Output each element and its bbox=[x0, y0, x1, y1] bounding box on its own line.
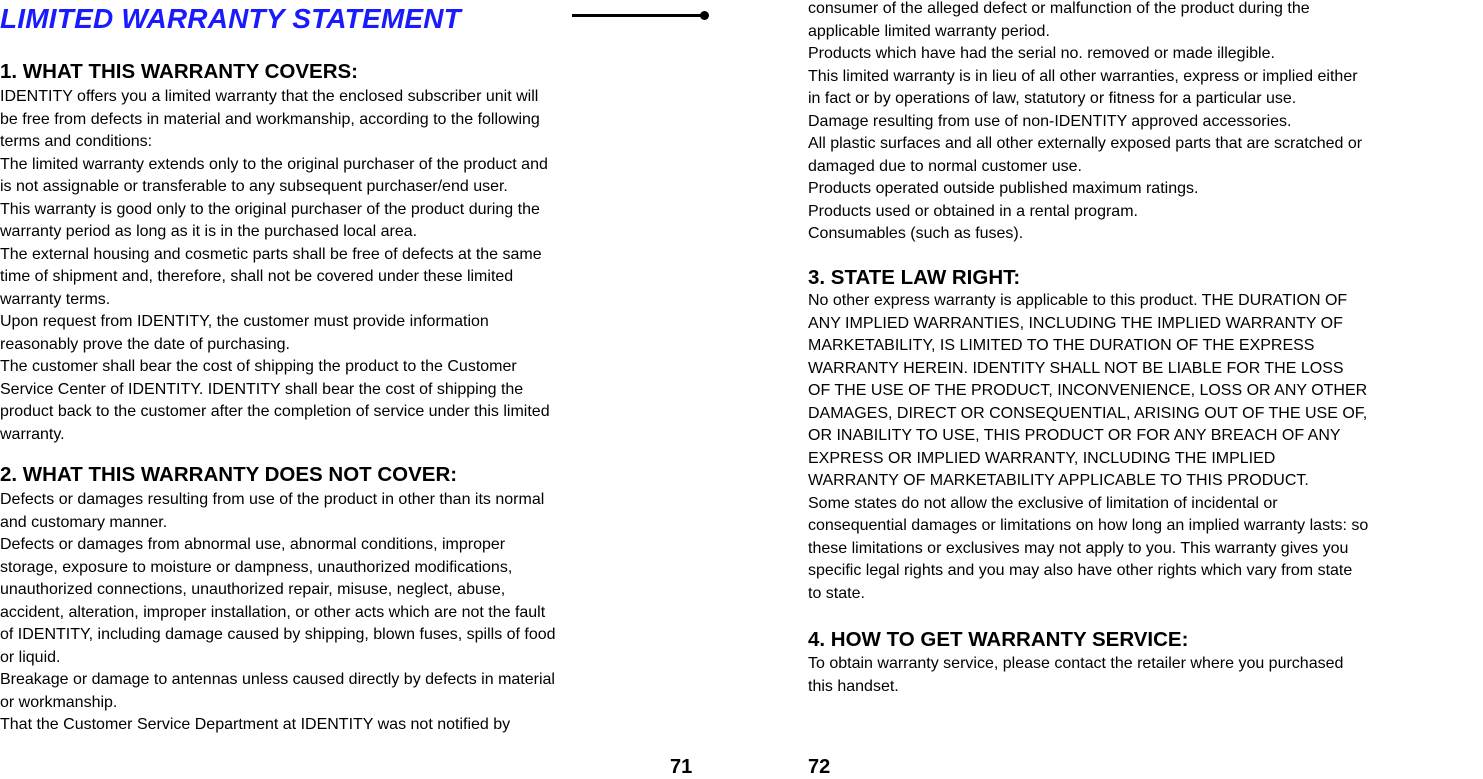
text-line: Consumables (such as fuses). bbox=[808, 225, 1024, 242]
text-line: IDENTITY offers you a limited warranty that the enclosed subscriber unit will bbox=[0, 88, 539, 105]
text-line: Service Center of IDENTITY. IDENTITY shall bear the cost of shipping the bbox=[0, 380, 524, 398]
text-line: Defects or damages from abnormal use, abnormal conditions, improper bbox=[0, 536, 506, 553]
text-line: Defects or damages resulting from use of the product in other than its normal bbox=[0, 491, 545, 508]
text-line: Some states do not allow the exclusive of limitation of incidental or bbox=[808, 494, 1278, 512]
title-rule bbox=[572, 14, 706, 17]
text-line: To obtain warranty service, please contact the retailer where you purchased bbox=[808, 655, 1344, 672]
text-line: or liquid. bbox=[0, 648, 61, 666]
text-line: Upon request from IDENTITY, the customer must provide information bbox=[0, 313, 489, 330]
text-line: The customer shall bear the cost of shipping the product to the Customer bbox=[0, 358, 517, 375]
text-line: WARRANTY HEREIN. IDENTITY SHALL NOT BE LIABLE FOR THE LOSS bbox=[808, 359, 1344, 377]
text-line: The external housing and cosmetic parts shall be free of defects at the same bbox=[0, 245, 542, 263]
text-line: Products operated outside published maximum ratings. bbox=[808, 180, 1199, 197]
text-line: applicable limited warranty period. bbox=[808, 22, 1050, 40]
text-line: is not assignable or transferable to any subsequent purchaser/end user. bbox=[0, 178, 508, 195]
text-line: these limitations or exclusives may not apply to you. This warranty gives you bbox=[808, 539, 1349, 557]
text-line: Damage resulting from use of non-IDENTITY approved accessories. bbox=[808, 112, 1292, 130]
page-title: LIMITED WARRANTY STATEMENT bbox=[0, 3, 461, 34]
text-line: Products which have had the serial no. removed or made illegible. bbox=[808, 45, 1275, 62]
text-line: specific legal rights and you may also have other rights which vary from state bbox=[808, 562, 1353, 579]
text-line: accident, alteration, improper installation, or other acts which are not the fault bbox=[0, 603, 546, 621]
text-line: or workmanship. bbox=[0, 693, 118, 711]
text-line: DAMAGES, DIRECT OR CONSEQUENTIAL, ARISING OUT OF THE USE OF, bbox=[808, 404, 1368, 422]
text-line: All plastic surfaces and all other externally exposed parts that are scratched or bbox=[808, 135, 1363, 152]
text-line: This warranty is good only to the original purchaser of the product during the bbox=[0, 200, 540, 218]
text-line: be free from defects in material and workmanship, according to the following bbox=[0, 110, 540, 128]
text-line: warranty. bbox=[0, 425, 65, 443]
page-number-right: 72 bbox=[808, 756, 831, 778]
text-line: The limited warranty extends only to the original purchaser of the product and bbox=[0, 155, 548, 173]
text-line: consumer of the alleged defect or malfunction of the product during the bbox=[808, 0, 1310, 17]
text-line: storage, exposure to moisture or dampness, unauthorized modifications, bbox=[0, 558, 513, 576]
text-line: MARKETABILITY, IS LIMITED TO THE DURATION OF THE EXPRESS bbox=[808, 337, 1315, 354]
text-line: this handset. bbox=[808, 677, 899, 695]
text-line: and customary manner. bbox=[0, 513, 168, 531]
text-line: reasonably prove the date of purchasing. bbox=[0, 335, 290, 353]
text-line: OR INABILITY TO USE, THIS PRODUCT OR FOR ANY BREACH OF ANY bbox=[808, 427, 1341, 444]
title-rule-dot bbox=[700, 11, 709, 20]
text-line: time of shipment and, therefore, shall not be covered under these limited bbox=[0, 268, 514, 285]
title-row bbox=[0, 2, 461, 36]
page-number-left: 71 bbox=[670, 756, 693, 778]
text-line: unauthorized connections, unauthorized repair, misuse, neglect, abuse, bbox=[0, 581, 506, 598]
text-line: consequential damages or limitations on how long an implied warranty lasts: so bbox=[808, 517, 1369, 534]
section-3-heading: 3. STATE LAW RIGHT: bbox=[808, 266, 1021, 289]
text-line: to state. bbox=[808, 584, 865, 602]
text-line: Products used or obtained in a rental program. bbox=[808, 202, 1138, 220]
text-line: EXPRESS OR IMPLIED WARRANTY, INCLUDING THE IMPLIED bbox=[808, 449, 1276, 467]
text-line: warranty terms. bbox=[0, 290, 111, 308]
text-line: No other express warranty is applicable to this product. THE DURATION OF bbox=[808, 292, 1348, 309]
text-line: of IDENTITY, including damage caused by shipping, blown fuses, spills of food bbox=[0, 626, 556, 643]
text-line: ANY IMPLIED WARRANTIES, INCLUDING THE IMPLIED WARRANTY OF bbox=[808, 314, 1343, 332]
section-1-heading: 1. WHAT THIS WARRANTY COVERS: bbox=[0, 60, 358, 83]
text-line: damaged due to normal customer use. bbox=[808, 157, 1082, 175]
text-line: product back to the customer after the completion of service under this limited bbox=[0, 403, 550, 420]
text-line: warranty period as long as it is in the purchased local area. bbox=[0, 223, 418, 240]
text-line: Breakage or damage to antennas unless caused directly by defects in material bbox=[0, 671, 555, 688]
section-4-heading: 4. HOW TO GET WARRANTY SERVICE: bbox=[808, 628, 1189, 651]
text-line: in fact or by operations of law, statutory or fitness for a particular use. bbox=[808, 90, 1297, 107]
text-line: terms and conditions: bbox=[0, 133, 153, 150]
text-line: That the Customer Service Department at IDENTITY was not notified by bbox=[0, 716, 511, 733]
text-line: This limited warranty is in lieu of all other warranties, express or implied either bbox=[808, 67, 1358, 85]
section-2-heading: 2. WHAT THIS WARRANTY DOES NOT COVER: bbox=[0, 463, 458, 486]
text-line: WARRANTY OF MARKETABILITY APPLICABLE TO THIS PRODUCT. bbox=[808, 472, 1309, 489]
text-line: OF THE USE OF THE PRODUCT, INCONVENIENCE, LOSS OR ANY OTHER bbox=[808, 382, 1368, 399]
